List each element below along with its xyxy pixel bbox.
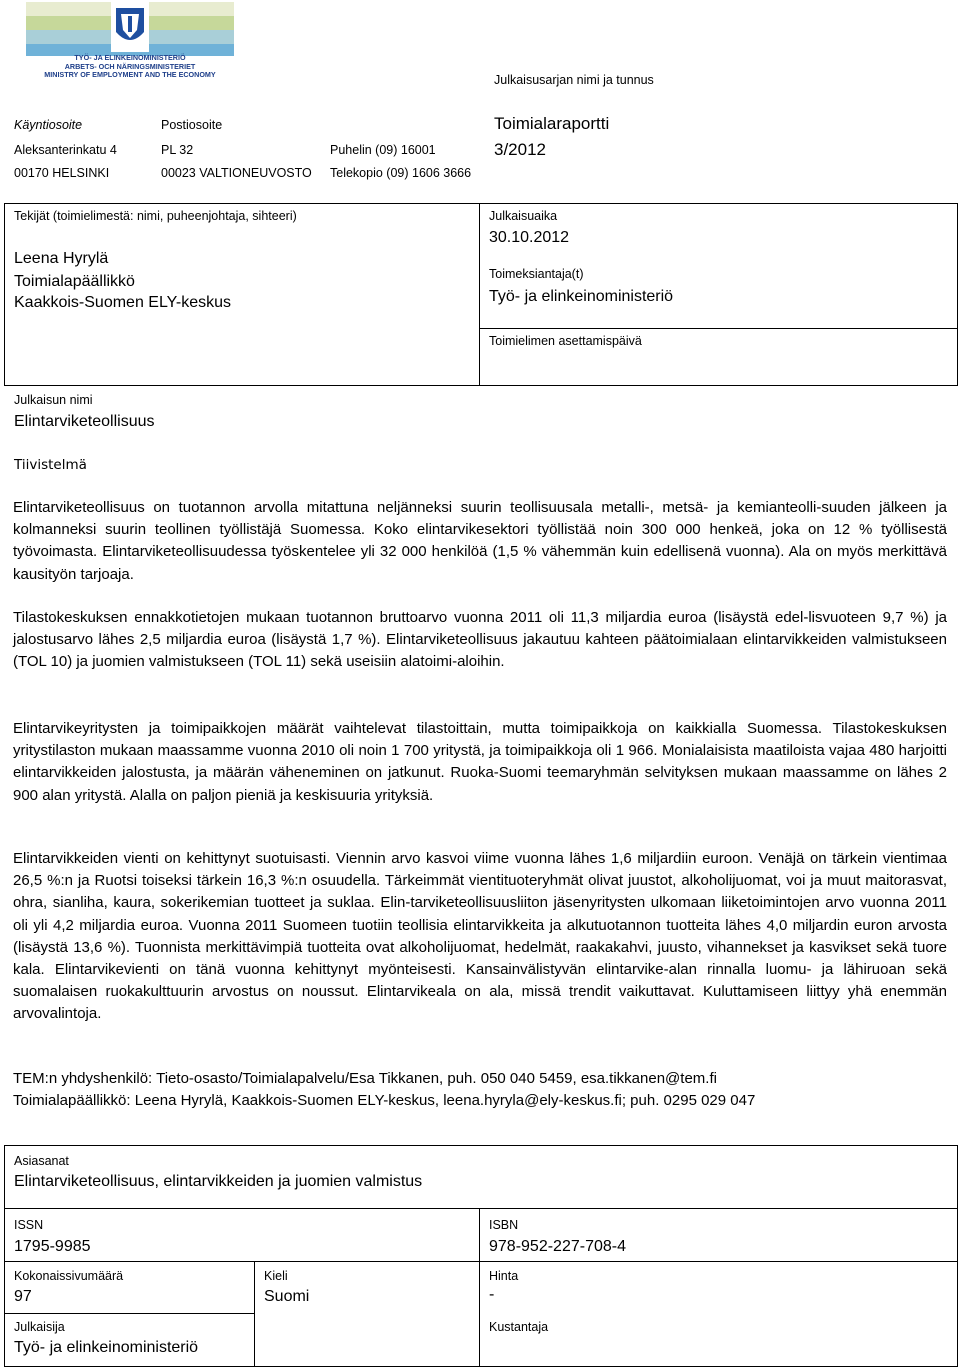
publication-date: 30.10.2012 — [489, 229, 570, 246]
author-title: Toimialapäällikkö — [14, 273, 135, 290]
language-label: Kieli — [264, 1269, 288, 1283]
contact-tem: TEM:n yhdyshenkilö: Tieto-osasto/Toimialapalvelu/Esa Tikkanen, puh. 050 040 5459, esa.tikkanen@tem.fi — [13, 1070, 717, 1087]
publisher: Työ- ja elinkeinoministeriö — [14, 1339, 199, 1356]
logo-line-sv: ARBETS- OCH NÄRINGSMINISTERIET — [64, 61, 196, 71]
phone-number: Puhelin (09) 16001 — [330, 143, 436, 157]
logo-line-fi: TYÖ- JA ELINKEINOMINISTERIÖ — [74, 53, 186, 62]
commissioner: Työ- ja elinkeinoministeriö — [489, 288, 674, 305]
price-label: Hinta — [489, 1269, 519, 1283]
isbn-label: ISBN — [489, 1218, 519, 1232]
report-title: Toimialaraportti — [494, 114, 610, 133]
summary-paragraph-3: Elintarvikeyritysten ja toimipaikkojen määrät vaihtelevat tilastoittain, mutta toimipaikkoja on kaikkialla Suomessa. Tilastokeskuksen yritystilaston mukaan maassamme vuonna 2010 oli noin 1 700 yritystä, ja toimipaikkoja oli 1 966. Monialaisista maatiloista vajaa 480 harjoitti elintarvikkeiden jalostusta, ja määrän väheneminen on jatkunut. Ruoka-Suomi teemaryhmän selvityksen mukaan maassamme on lähes 2 900 alan yritystä. Alalla on paljon pieniä ja keskisuuria yrityksiä. — [13, 720, 947, 804]
info-box-hline — [479, 328, 958, 329]
author-name: Leena Hyrylä — [14, 250, 109, 267]
issn-label: ISSN — [14, 1218, 44, 1232]
visit-label: Käyntiosoite — [14, 118, 83, 132]
author-org: Kaakkois-Suomen ELY-keskus — [14, 294, 231, 311]
visit-street: Aleksanterinkatu 4 — [14, 143, 117, 157]
info-box-divider — [479, 203, 480, 386]
authors-label: Tekijät (toimielimestä: nimi, puheenjohtaja, sihteeri) — [14, 209, 297, 223]
report-number: 3/2012 — [494, 140, 546, 159]
publisher-label: Julkaisija — [14, 1320, 65, 1334]
date-label: Julkaisuaika — [489, 209, 558, 223]
footer-hline-1 — [4, 1208, 958, 1209]
distributor-label: Kustantaja — [489, 1320, 549, 1334]
summary-paragraph-1: Elintarviketeollisuus on tuotannon arvolla mitattuna neljänneksi suurin teollisuusala metalli-, metsä- ja kemianteolli-suuden jälkeen ja kolmanneksi suurin teollinen työllistäjä Suomessa. Koko elintarvikesektori työllistää noin 300 000 henkeä, joka on 12 % työllisestä työvoimasta. Elintarviketeollisuudessa työskentelee yli 32 000 henkilöä (1,5 % vähemmän kuin edellisenä vuonna). Ala on myös merkittävä kausityön tarjoaja. — [13, 499, 947, 583]
ministry-logo — [26, 2, 234, 82]
commissioner-label: Toimeksiantaja(t) — [489, 267, 584, 281]
pages: 97 — [14, 1288, 32, 1305]
isbn: 978-952-227-708-4 — [489, 1238, 626, 1255]
summary-paragraph-2: Tilastokeskuksen ennakkotietojen mukaan tuotannon bruttoarvo vuonna 2011 oli 11,3 miljardia euroa (lisäystä edel-lisvuoteen 9,7 %) ja jalostusarvo lähes 2,5 miljardia euroa (lisäystä 1,7 %). Elintarviketeollisuus jakautuu kahteen päätoimialaan elintarvikkeiden valmistukseen (TOL 10) ja juomien valmistukseen (TOL 11) sekä useisiin alatoimi-aloihin. — [13, 609, 947, 671]
post-box: PL 32 — [161, 143, 194, 157]
publication-name-label: Julkaisun nimi — [14, 393, 93, 407]
price: - — [489, 1286, 495, 1303]
contact-ely: Toimialapäällikkö: Leena Hyrylä, Kaakkois-Suomen ELY-keskus, leena.hyryla@ely-keskus.fi; puh. 0295 029 047 — [13, 1092, 756, 1109]
body-date-label: Toimielimen asettamispäivä — [489, 334, 642, 348]
summary-paragraph-4: Elintarvikkeiden vienti on kehittynyt suotuisasti. Viennin arvo kasvoi viime vuonna lähes 1,6 miljardiin euroon. Venäjä on tärkein vientimaa 26,5 %:n ja Ruotsi toiseksi tärkein 16,3 %:n osuudella. Tärkeimmät vientituoteryhmät olivat juustot, alkoholijuomat, voi ja muut maitorasvat, ohra, sianliha, kaura, sokerikemian tuotteet ja suklaa. Elin-tarviketeollisuusliiton jäsenyritysten ulkomaan liiketoimintojen arvo vuonna 2011 oli yli 4,2 miljardia euroa. Vuonna 2011 Suomeen tuotiin teollisia elintarvikkeita ja alkutuotannon tuotteita lähes 4,0 miljardin euron arvosta (lisäystä 13,6 %). Tuonnista merkittävimpiä tuotteita ovat alkoholijuomat, hedelmät, raakakahvi, juusto, vihannekset ja kasvikset sekä tuore kala. Elintarvikevienti on tänä vuonna kehittynyt myönteisesti. Kansainvälistyvän elintarvike-alan rinnalla luomu- ja lähiruoan sekä suomalaisen ruokakulttuurin arvostus on noussut. Elintarvikeala on ala, missä trendit vaikuttavat. Kuluttamiseen liittyy yhä enemmän arvovalintoja. — [13, 850, 947, 1023]
issn: 1795-9985 — [14, 1238, 91, 1255]
footer-vline-left — [254, 1261, 255, 1367]
keywords-label: Asiasanat — [14, 1154, 69, 1168]
logo-line-en: MINISTRY OF EMPLOYMENT AND THE ECONOMY — [44, 70, 216, 79]
post-label: Postiosoite — [161, 118, 223, 132]
language: Suomi — [264, 1288, 310, 1305]
publication-name: Elintarviketeollisuus — [14, 413, 155, 430]
visit-city: 00170 HELSINKI — [14, 166, 110, 180]
series-label: Julkaisusarjan nimi ja tunnus — [494, 73, 654, 87]
summary-label: Tiivistelmä — [14, 457, 87, 473]
keywords: Elintarviketeollisuus, elintarvikkeiden ja juomien valmistus — [14, 1173, 423, 1190]
footer-vline-mid — [479, 1208, 480, 1367]
footer-hline-3 — [4, 1313, 254, 1314]
post-city: 00023 VALTIONEUVOSTO — [161, 166, 312, 180]
fax-number: Telekopio (09) 1606 3666 — [330, 166, 472, 180]
pages-label: Kokonaissivumäärä — [14, 1269, 124, 1283]
footer-hline-2 — [4, 1261, 958, 1262]
